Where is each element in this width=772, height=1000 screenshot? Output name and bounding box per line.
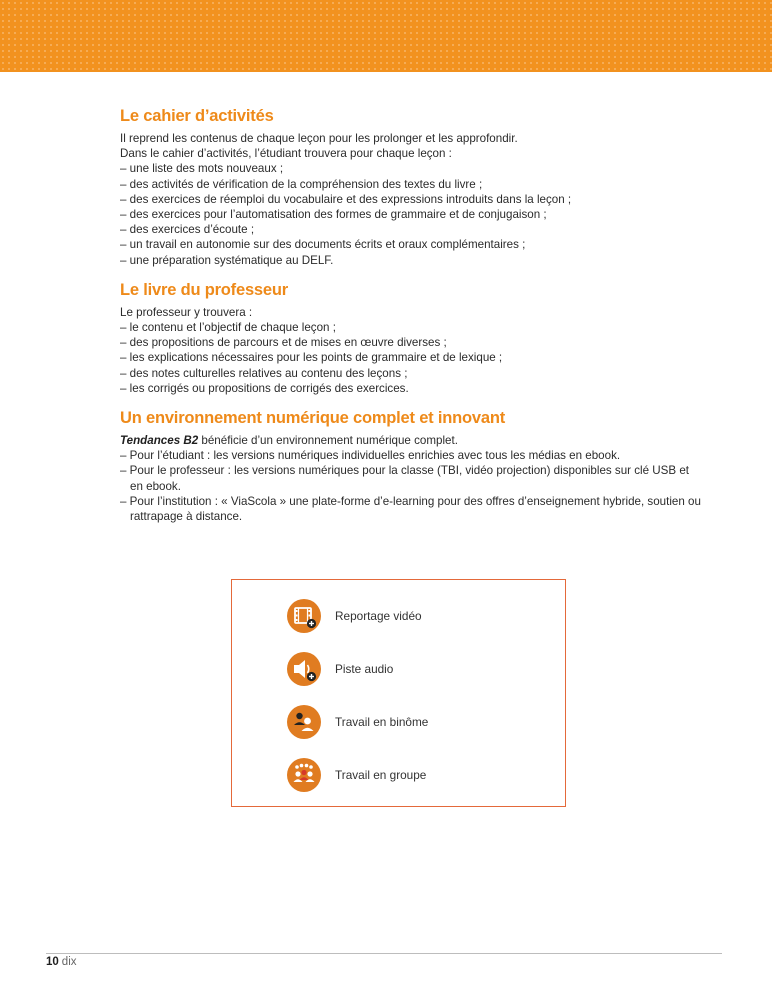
intro-text: bénéficie d’un environnement numérique complet.	[198, 434, 458, 448]
list-item: – une préparation systématique au DELF.	[120, 253, 334, 267]
paragraph-line: Dans le cahier d’activités, l’étudiant trouvera pour chaque leçon :	[120, 147, 452, 161]
list-item: – des propositions de parcours et de mises en œuvre diverses ;	[120, 336, 447, 350]
product-name: Tendances B2	[120, 434, 199, 448]
section-cahier-activites	[120, 106, 705, 268]
list-item: – des exercices de réemploi du vocabulaire et des expressions introduits dans la leçon ;	[120, 192, 572, 206]
legend-label: Travail en binôme	[335, 715, 429, 729]
section-title: Un environnement numérique complet et innovant	[120, 409, 506, 428]
paragraph-line: Il reprend les contenus de chaque leçon pour les prolonger et les approfondir.	[120, 132, 518, 145]
legend-label: Piste audio	[335, 662, 394, 676]
audio-icon	[287, 652, 321, 686]
list-item: – les corrigés ou propositions de corrigés des exercices.	[120, 381, 409, 395]
page-content	[120, 106, 705, 536]
list-item: – Pour l’étudiant : les versions numériques individuelles enrichies avec tous les médias en ebook.	[120, 449, 621, 463]
section-title: Le livre du professeur	[120, 280, 288, 299]
page-number-word: dix	[61, 956, 77, 968]
section-livre-professeur	[120, 280, 705, 396]
list-item: – une liste des mots nouveaux ;	[120, 162, 284, 176]
pair-work-icon	[287, 705, 321, 739]
legend-label: Travail en groupe	[335, 768, 427, 782]
legend-item-video	[287, 598, 422, 634]
list-item: – des exercices d’écoute ;	[120, 223, 255, 237]
section-title: Le cahier d’activités	[120, 107, 274, 125]
page-footer	[46, 956, 77, 968]
section-environnement-numerique	[120, 408, 705, 524]
list-item: – des activités de vérification de la compréhension des textes du livre ;	[120, 177, 483, 191]
paragraph-line: Le professeur y trouvera :	[120, 305, 253, 319]
list-item: – Pour le professeur : les versions numériques pour la classe (TBI, vidéo projection) disponibles sur clé USB et en ebook.	[120, 464, 690, 493]
legend-item-group-work	[287, 757, 426, 793]
list-item: – Pour l’institution : « ViaScola » une plate-forme d’e-learning pour des offres d’enseignement hybride, soutien ou rattrapage à distance.	[120, 494, 701, 524]
intro-line	[120, 433, 705, 448]
list-item: – des exercices pour l’automatisation des formes de grammaire et de conjugaison ;	[120, 208, 547, 222]
list-item: – le contenu et l’objectif de chaque leçon ;	[120, 321, 336, 335]
legend-label: Reportage vidéo	[335, 609, 422, 623]
page-number: 10	[46, 956, 59, 968]
list-item: – un travail en autonomie sur des documents écrits et oraux complémentaires ;	[120, 238, 526, 252]
legend-item-pair-work	[287, 704, 428, 740]
list-item: – des notes culturelles relatives au contenu des leçons ;	[120, 366, 408, 380]
icon-legend-box	[231, 579, 566, 807]
list-item: – les explications nécessaires pour les points de grammaire et de lexique ;	[120, 351, 503, 365]
legend-item-audio	[287, 651, 393, 687]
group-work-icon	[287, 758, 321, 792]
top-decorative-band	[0, 0, 772, 72]
footer-divider	[46, 953, 722, 954]
video-icon	[287, 599, 321, 633]
